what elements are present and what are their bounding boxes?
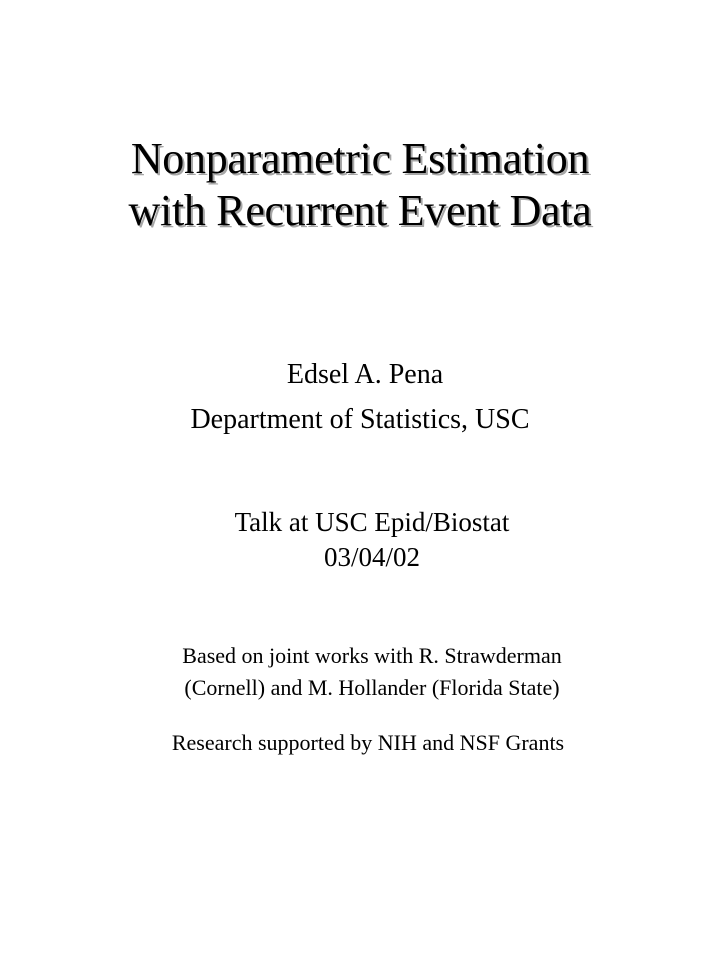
slide-title	[0, 133, 720, 237]
talk-info	[0, 505, 720, 575]
talk-date: 03/04/02	[323, 542, 420, 572]
acknowledgement-line-1: Based on joint works with R. Strawderman	[182, 643, 562, 668]
author-block	[0, 352, 720, 442]
talk-venue: Talk at USC Epid/Biostat	[234, 507, 510, 537]
funding-note: Research supported by NIH and NSF Grants	[171, 730, 565, 755]
slide-title-line-2: with Recurrent Event Data	[128, 186, 592, 235]
slide-title-line-1: Nonparametric Estimation	[130, 134, 590, 183]
acknowledgement-line-2: (Cornell) and M. Hollander (Florida State)	[184, 675, 560, 700]
author-name: Edsel A. Pena	[286, 359, 444, 390]
acknowledgement-block	[0, 640, 720, 704]
author-affiliation: Department of Statistics, USC	[190, 404, 530, 435]
